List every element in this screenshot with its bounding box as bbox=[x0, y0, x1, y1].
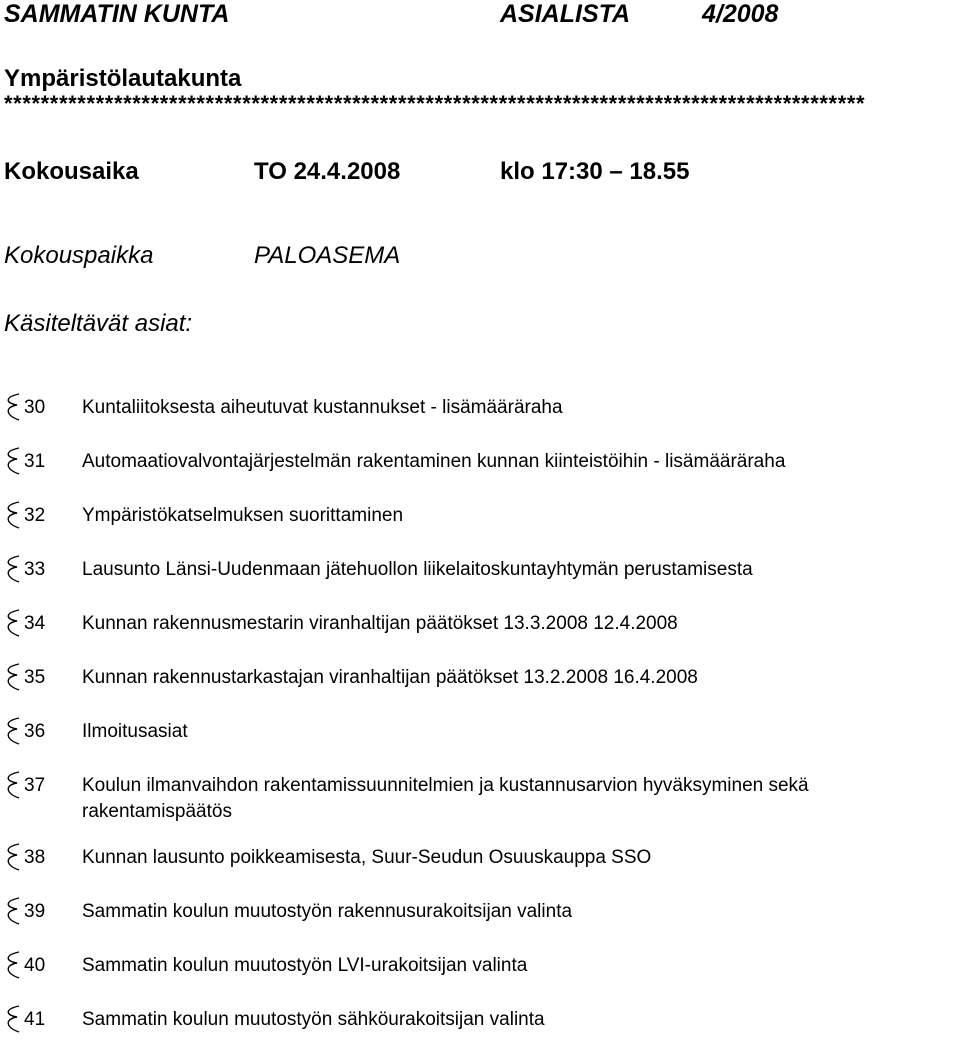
agenda-item-title: Lausunto Länsi-Uudenmaan jätehuollon liikelaitoskuntayhtymän perustamisesta bbox=[82, 559, 753, 580]
agenda-item-title: Ilmoitusasiat bbox=[82, 721, 188, 742]
agenda-item-number: 31 bbox=[24, 451, 46, 472]
agenda-item-number: 41 bbox=[24, 1009, 46, 1030]
section-sign-icon bbox=[2, 501, 24, 529]
agenda-item-number: 37 bbox=[24, 775, 46, 796]
agenda-item-number: 38 bbox=[24, 847, 46, 868]
agenda-item-title: Sammatin koulun muutostyön rakennusurakoitsijan valinta bbox=[82, 901, 573, 922]
agenda-item bbox=[0, 609, 960, 637]
agenda-item bbox=[0, 843, 960, 871]
section-sign-icon bbox=[2, 717, 24, 745]
section-sign-icon bbox=[2, 447, 24, 475]
section-sign-icon bbox=[2, 663, 24, 691]
section-sign-icon bbox=[2, 393, 24, 421]
agenda-list bbox=[0, 393, 960, 1059]
agenda-item bbox=[0, 447, 960, 475]
agenda-item-number: 33 bbox=[24, 559, 46, 580]
section-sign-icon bbox=[2, 951, 24, 979]
agenda-item-number: 36 bbox=[24, 721, 46, 742]
agenda-item-title: Kunnan rakennusmestarin viranhaltijan päätökset 13.3.2008 12.4.2008 bbox=[82, 613, 678, 634]
agenda-item-title: Sammatin koulun muutostyön LVI-urakoitsijan valinta bbox=[82, 955, 528, 976]
agenda-item-number: 30 bbox=[24, 397, 46, 418]
meeting-time-label: Kokousaika bbox=[4, 158, 139, 185]
agenda-item-title: Kunnan lausunto poikkeamisesta, Suur-Seudun Osuuskauppa SSO bbox=[82, 847, 652, 868]
agenda-item bbox=[0, 951, 960, 979]
agenda-item-number: 40 bbox=[24, 955, 46, 976]
agenda-item-title: Kuntaliitoksesta aiheutuvat kustannukset - lisämääräraha bbox=[82, 397, 563, 418]
agenda-item bbox=[0, 393, 960, 421]
meeting-time: klo 17:30 – 18.55 bbox=[500, 158, 690, 185]
meeting-date: TO 24.4.2008 bbox=[254, 158, 401, 185]
board-name: Ympäristölautakunta bbox=[4, 65, 242, 92]
agenda-item bbox=[0, 771, 960, 825]
meeting-place: PALOASEMA bbox=[254, 242, 401, 269]
section-sign-icon bbox=[2, 609, 24, 637]
agenda-item-title: Automaatiovalvontajärjestelmän rakentaminen kunnan kiinteistöihin - lisämääräraha bbox=[82, 451, 786, 472]
section-sign-icon bbox=[2, 555, 24, 583]
agenda-item-title: Sammatin koulun muutostyön sähköurakoitsijan valinta bbox=[82, 1009, 545, 1030]
meeting-place-label: Kokouspaikka bbox=[4, 242, 154, 269]
agenda-item-number: 39 bbox=[24, 901, 46, 922]
agenda-item-title: Koulun ilmanvaihdon rakentamissuunnitelmien ja kustannusarvion hyväksyminen sekä rakentamispäätös bbox=[82, 775, 809, 822]
agenda-item-title: Kunnan rakennustarkastajan viranhaltijan päätökset 13.2.2008 16.4.2008 bbox=[82, 667, 698, 688]
agenda-item bbox=[0, 717, 960, 745]
agenda-item bbox=[0, 663, 960, 691]
section-sign-icon bbox=[2, 771, 24, 799]
agenda-item bbox=[0, 501, 960, 529]
section-sign-icon bbox=[2, 1005, 24, 1033]
document-type: ASIALISTA bbox=[500, 0, 631, 28]
agenda-item-number: 35 bbox=[24, 667, 46, 688]
agenda-item bbox=[0, 897, 960, 925]
agenda-item-number: 32 bbox=[24, 505, 46, 526]
agenda-item bbox=[0, 1005, 960, 1033]
agenda-item-number: 34 bbox=[24, 613, 46, 634]
section-sign-icon bbox=[2, 843, 24, 871]
agenda-item bbox=[0, 555, 960, 583]
agenda-heading: Käsiteltävät asiat: bbox=[4, 310, 193, 337]
document-number: 4/2008 bbox=[702, 0, 779, 28]
agenda-item-title: Ympäristökatselmuksen suorittaminen bbox=[82, 505, 404, 526]
section-sign-icon bbox=[2, 897, 24, 925]
municipality-name: SAMMATIN KUNTA bbox=[4, 0, 230, 28]
separator-line: ********************************************************************************************** bbox=[4, 93, 866, 115]
